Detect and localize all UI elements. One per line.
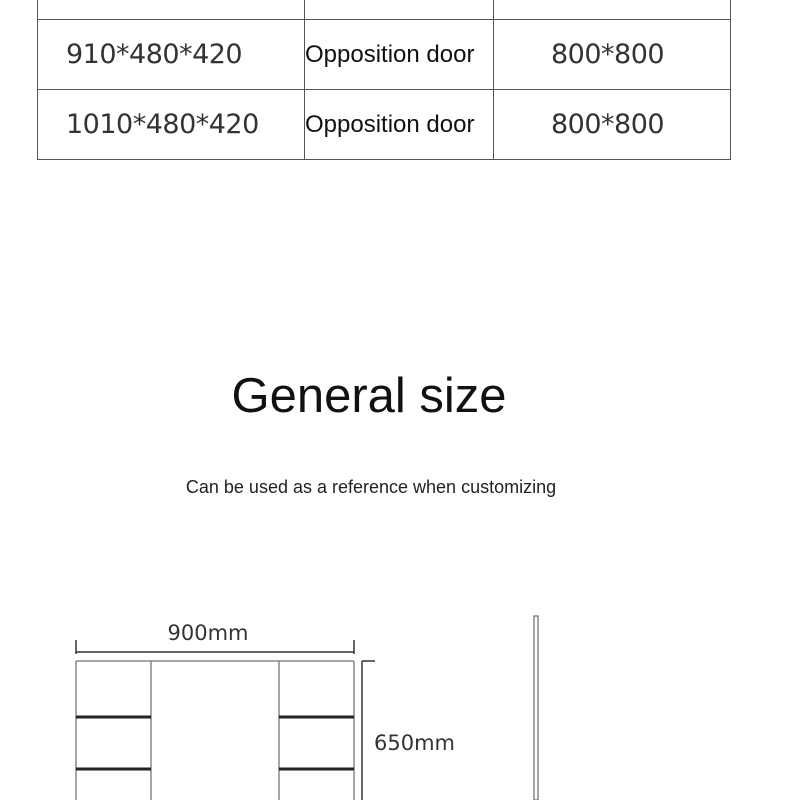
size-cell: 1010*480*420 bbox=[38, 90, 305, 160]
section-subtitle: Can be used as a reference when customizing bbox=[185, 477, 557, 497]
height-dimension-label: 650mm bbox=[374, 731, 455, 755]
section-title: General size bbox=[231, 369, 507, 423]
width-dimension-label: 900mm bbox=[167, 621, 249, 645]
panel-size-cell: 800*800 bbox=[494, 20, 731, 90]
spec-table bbox=[37, 0, 731, 160]
table-row bbox=[38, 90, 731, 160]
size-cell bbox=[38, 0, 305, 20]
door-type-cell: Opposition door bbox=[305, 90, 494, 160]
table-row bbox=[38, 0, 731, 20]
side-view-outline bbox=[534, 616, 538, 800]
cabinet-shelves bbox=[76, 717, 354, 769]
size-cell: 910*480*420 bbox=[38, 20, 305, 90]
panel-size-cell: 800*800 bbox=[494, 90, 731, 160]
cabinet-dimension-drawing bbox=[0, 600, 808, 800]
door-type-cell bbox=[305, 0, 494, 20]
panel-size-cell bbox=[494, 0, 731, 20]
table-row bbox=[38, 20, 731, 90]
door-type-cell: Opposition door bbox=[305, 20, 494, 90]
cabinet-outline bbox=[76, 661, 354, 800]
